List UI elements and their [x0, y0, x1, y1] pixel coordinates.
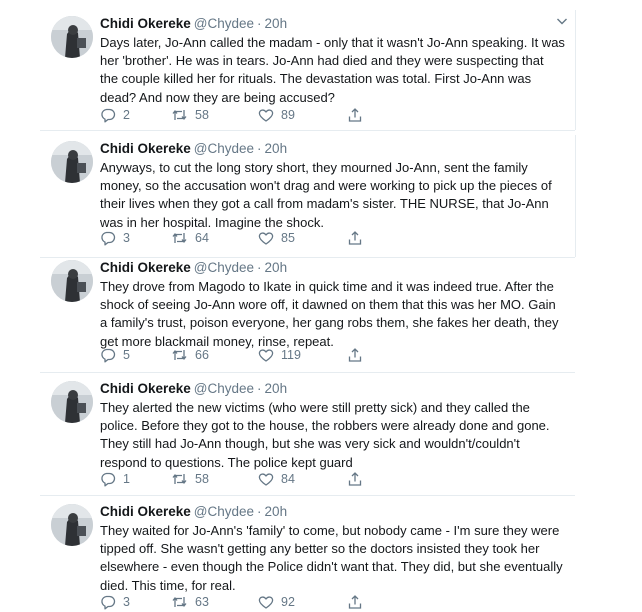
- author-handle[interactable]: @Chydee: [193, 141, 255, 156]
- share-icon: [347, 107, 363, 123]
- retweet-button[interactable]: [171, 107, 209, 123]
- reply-button[interactable]: [100, 107, 130, 123]
- retweet-button[interactable]: [171, 230, 209, 246]
- reply-icon: [100, 230, 116, 246]
- heart-icon: [258, 594, 274, 610]
- share-button[interactable]: [347, 347, 370, 363]
- author-name[interactable]: Chidi Okereke: [100, 16, 191, 31]
- reply-icon: [100, 107, 116, 123]
- like-count: 85: [281, 231, 295, 245]
- heart-icon: [258, 230, 274, 246]
- retweet-button[interactable]: [171, 471, 209, 487]
- tweet-header: [100, 504, 287, 520]
- reply-button[interactable]: [100, 347, 130, 363]
- timestamp[interactable]: 20h: [264, 260, 288, 275]
- tweet[interactable]: [40, 254, 575, 372]
- tweet[interactable]: [40, 498, 575, 612]
- like-button[interactable]: [258, 594, 295, 610]
- retweet-count: 58: [195, 472, 209, 486]
- avatar[interactable]: [51, 16, 93, 58]
- author-name[interactable]: Chidi Okereke: [100, 504, 191, 519]
- author-handle[interactable]: @Chydee: [193, 381, 255, 396]
- reply-count: 3: [123, 595, 130, 609]
- share-button[interactable]: [347, 230, 370, 246]
- author-handle[interactable]: @Chydee: [193, 504, 255, 519]
- retweet-icon: [171, 347, 188, 363]
- like-button[interactable]: [258, 347, 301, 363]
- retweet-count: 66: [195, 348, 209, 362]
- tweet-header: [100, 260, 287, 276]
- heart-icon: [258, 471, 274, 487]
- tweet-text: They waited for Jo-Ann's 'family' to come, but nobody came - I'm sure they were tipped off. She wasn't getting any better so the doctors insisted they took her elsewhere - even though the Police didn't want that. They did, but she eventually died. This time, for real.: [100, 523, 563, 593]
- tweet-header: [100, 141, 287, 157]
- retweet-count: 63: [195, 595, 209, 609]
- author-handle[interactable]: @Chydee: [193, 260, 255, 275]
- tweet-actions: [100, 347, 400, 363]
- avatar[interactable]: [51, 381, 93, 423]
- share-button[interactable]: [347, 594, 370, 610]
- reply-button[interactable]: [100, 594, 130, 610]
- like-count: 84: [281, 472, 295, 486]
- like-button[interactable]: [258, 107, 295, 123]
- tweet[interactable]: [40, 10, 576, 130]
- tweet-header: [100, 16, 287, 32]
- tweet-actions: [100, 230, 400, 246]
- share-icon: [347, 594, 363, 610]
- tweet-text: Anyways, to cut the long story short, they mourned Jo-Ann, sent the family money, so the accusation won't drag and were working to pick up the pieces of their lives when they got a call from madam's sister. THE NURSE, that Jo-Ann was in her hospital. Imagine the shock.: [100, 160, 552, 230]
- separator-dot: ·: [257, 504, 262, 519]
- share-button[interactable]: [347, 107, 370, 123]
- tweet[interactable]: [40, 375, 575, 493]
- retweet-count: 64: [195, 231, 209, 245]
- like-count: 119: [281, 348, 301, 362]
- reply-count: 5: [123, 348, 130, 362]
- tweet-text: Days later, Jo-Ann called the madam - only that it wasn't Jo-Ann speaking. It was her 'brother'. He was in tears. Jo-Ann had died and they were suspecting that the couple killed her for rituals. The devastation was total. First Jo-Ann was dead? And now they are being accused?: [100, 35, 565, 105]
- tweet-text: They alerted the new victims (who were still pretty sick) and they called the police. Before they got to the house, the robbers were already done and gone. They still had Jo-Ann though, but she was very sick and wouldn't/couldn't respond to questions. The police kept guard: [100, 400, 550, 470]
- reply-button[interactable]: [100, 471, 130, 487]
- reply-button[interactable]: [100, 230, 130, 246]
- separator-dot: ·: [257, 141, 262, 156]
- avatar[interactable]: [51, 260, 93, 302]
- author-name[interactable]: Chidi Okereke: [100, 260, 191, 275]
- reply-count: 3: [123, 231, 130, 245]
- tweet-divider: [40, 495, 575, 496]
- retweet-icon: [171, 471, 188, 487]
- avatar[interactable]: [51, 504, 93, 546]
- author-name[interactable]: Chidi Okereke: [100, 381, 191, 396]
- retweet-button[interactable]: [171, 347, 209, 363]
- author-name[interactable]: Chidi Okereke: [100, 141, 191, 156]
- heart-icon: [258, 347, 274, 363]
- tweet-actions: [100, 594, 400, 610]
- like-count: 89: [281, 108, 295, 122]
- tweet-text: They drove from Magodo to Ikate in quick time and it was indeed true. After the shock of seeing Jo-Ann wore off, it dawned on them that this was her MO. Gain a family's trust, poison everyone, her gang robs them, she fakes her death, they get more blackmail money, rinse, repeat.: [100, 279, 559, 349]
- tweet-divider: [40, 130, 575, 131]
- avatar[interactable]: [51, 141, 93, 183]
- timestamp[interactable]: 20h: [264, 504, 288, 519]
- tweet-header: [100, 381, 287, 397]
- reply-icon: [100, 347, 116, 363]
- share-button[interactable]: [347, 471, 370, 487]
- share-icon: [347, 230, 363, 246]
- heart-icon: [258, 107, 274, 123]
- reply-icon: [100, 471, 116, 487]
- timestamp[interactable]: 20h: [264, 381, 288, 396]
- share-icon: [347, 347, 363, 363]
- tweet[interactable]: [40, 135, 576, 257]
- tweet-divider: [40, 372, 575, 373]
- author-handle[interactable]: @Chydee: [193, 16, 255, 31]
- tweet-actions: [100, 107, 400, 123]
- retweet-count: 58: [195, 108, 209, 122]
- like-count: 92: [281, 595, 295, 609]
- timestamp[interactable]: 20h: [264, 141, 288, 156]
- reply-count: 2: [123, 108, 130, 122]
- separator-dot: ·: [257, 16, 262, 31]
- separator-dot: ·: [257, 260, 262, 275]
- reply-icon: [100, 594, 116, 610]
- retweet-button[interactable]: [171, 594, 209, 610]
- like-button[interactable]: [258, 230, 295, 246]
- retweet-icon: [171, 107, 188, 123]
- tweet-actions: [100, 471, 400, 487]
- reply-count: 1: [123, 472, 130, 486]
- like-button[interactable]: [258, 471, 295, 487]
- retweet-icon: [171, 230, 188, 246]
- timestamp[interactable]: 20h: [264, 16, 288, 31]
- chevron-down-icon[interactable]: [555, 14, 569, 28]
- share-icon: [347, 471, 363, 487]
- retweet-icon: [171, 594, 188, 610]
- separator-dot: ·: [257, 381, 262, 396]
